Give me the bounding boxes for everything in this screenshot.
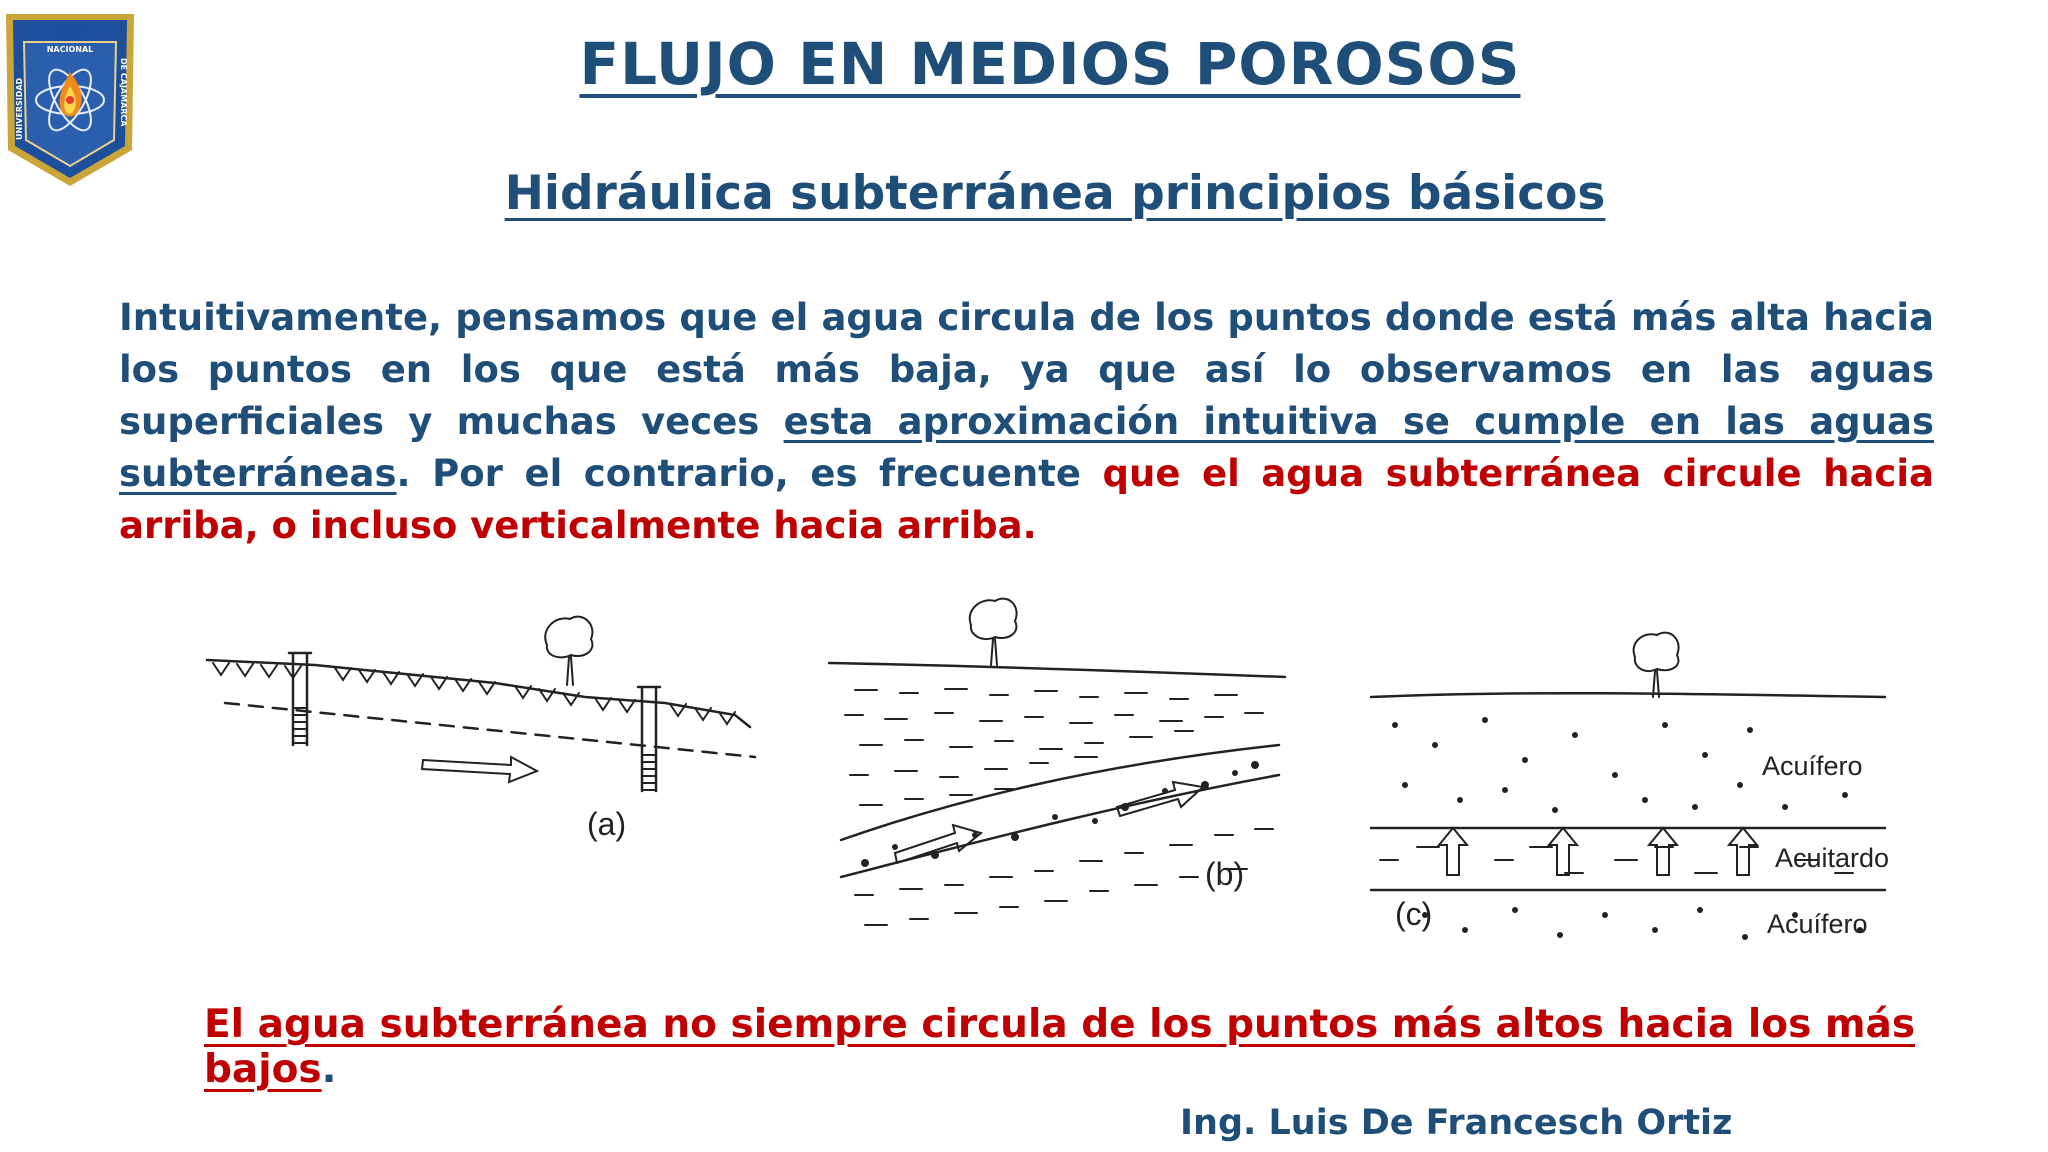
groundwater-flow-figures xyxy=(195,585,1905,945)
paragraph-red-text: que el agua subterránea circule hacia arriba, o incluso verticalmente hacia arriba. xyxy=(119,452,1935,547)
figure-c-top-aquifer-label: Acuífero xyxy=(1762,751,1863,781)
figure-a-label: (a) xyxy=(587,806,627,842)
logo-top-text: UNC xyxy=(56,23,84,36)
conclusion-period: . xyxy=(321,1047,337,1092)
figure-a-sloping-terrain xyxy=(207,617,755,842)
logo-side-right-text: DE CAJAMARCA xyxy=(119,58,128,127)
paragraph-text-1: Intuitivamente, pensamos que el agua circula de los puntos donde está más alta hacia los puntos en los que está más baja, ya que así lo observamos en las aguas superficiales y muchas veces xyxy=(119,296,1934,443)
logo-arc-text: NACIONAL xyxy=(46,45,94,54)
conclusion-text: El agua subterránea no siempre circula de los puntos más altos hacia los más bajos xyxy=(204,1002,1916,1092)
paragraph-underlined-text: esta aproximación intuitiva se cumple en las aguas subterráneas xyxy=(119,400,1934,495)
figure-c-aquitard-label: Acuitardo xyxy=(1775,843,1890,873)
figure-b-layered-aquifer xyxy=(829,599,1285,925)
figure-c-label: (c) xyxy=(1395,896,1433,932)
logo-side-left-text: UNIVERSIDAD xyxy=(15,77,24,140)
figure-b-label: (b) xyxy=(1205,856,1245,892)
slide-subtitle: Hidráulica subterránea principios básicos xyxy=(504,166,1606,221)
figure-c-aquifer-aquitard xyxy=(1371,633,1889,940)
author-credit: Ing. Luis De Francesch Ortiz xyxy=(1180,1103,1733,1143)
body-paragraph xyxy=(119,292,1934,552)
figure-c-bottom-aquifer-label: Acuífero xyxy=(1767,909,1868,939)
conclusion-statement xyxy=(204,1002,2048,1092)
paragraph-text-2: . Por el contrario, es frecuente xyxy=(396,452,1103,495)
slide-title: FLUJO EN MEDIOS POROSOS xyxy=(579,30,1521,98)
